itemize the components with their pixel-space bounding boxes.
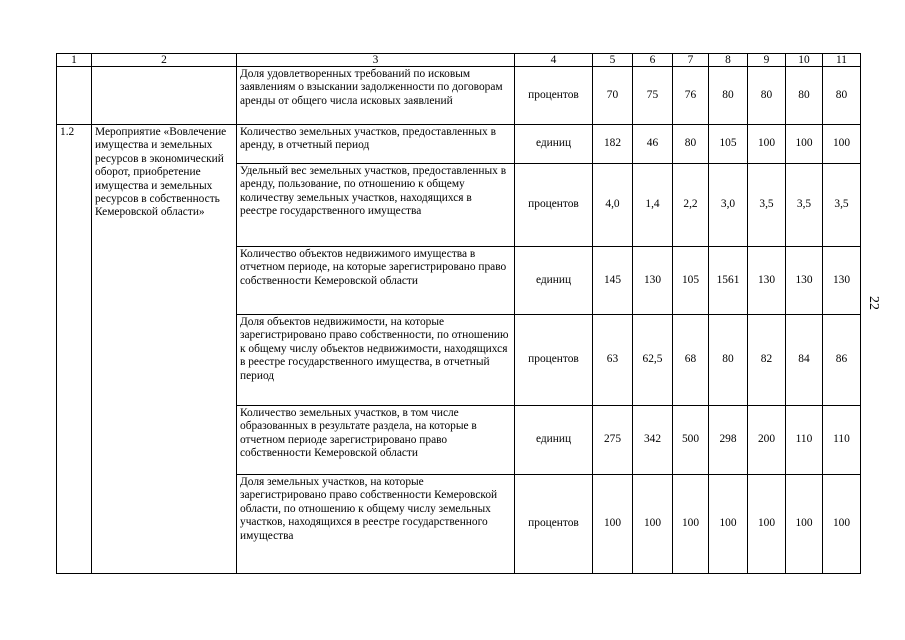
unit-cell: процентов <box>515 475 593 574</box>
value-cell: 76 <box>673 67 709 125</box>
table-row <box>57 67 861 125</box>
column-number: 5 <box>593 54 633 67</box>
value-cell: 105 <box>709 125 748 164</box>
indicator-cell: Количество земельных участков, в том числе образованных в результате раздела, на которые в отчетном периоде зарегистрировано право собственности Кемеровской области <box>237 406 515 475</box>
column-number-row <box>57 54 861 67</box>
value-cell: 100 <box>748 125 786 164</box>
value-cell: 110 <box>786 406 823 475</box>
value-cell: 110 <box>823 406 861 475</box>
value-cell: 100 <box>633 475 673 574</box>
column-number: 1 <box>57 54 92 67</box>
column-number: 7 <box>673 54 709 67</box>
value-cell: 130 <box>748 247 786 315</box>
value-cell: 80 <box>786 67 823 125</box>
value-cell: 46 <box>633 125 673 164</box>
column-number: 4 <box>515 54 593 67</box>
table-row <box>57 125 861 164</box>
indicator-cell: Доля объектов недвижимости, на которые зарегистрировано право собственности, по отношению к общему числу объектов недвижимости, находящихся в реестре государственного имущества, в отчетный период <box>237 315 515 406</box>
value-cell: 4,0 <box>593 164 633 247</box>
value-cell: 100 <box>748 475 786 574</box>
value-cell: 342 <box>633 406 673 475</box>
unit-cell: единиц <box>515 406 593 475</box>
column-number: 6 <box>633 54 673 67</box>
unit-cell: процентов <box>515 67 593 125</box>
value-cell: 275 <box>593 406 633 475</box>
value-cell: 80 <box>709 315 748 406</box>
value-cell: 130 <box>633 247 673 315</box>
column-number: 9 <box>748 54 786 67</box>
indicator-cell: Доля земельных участков, на которые зарегистрировано право собственности Кемеровской области, по отношению к общему числу земельных участков, находящихся в реестре государственного имущества <box>237 475 515 574</box>
activity-name: Мероприятие «Вовлечение имущества и земельных ресурсов в экономический оборот, приобретение имущества и земельных ресурсов в собственность Кемеровской области» <box>92 125 237 574</box>
unit-cell: процентов <box>515 315 593 406</box>
value-cell: 145 <box>593 247 633 315</box>
value-cell: 100 <box>786 475 823 574</box>
value-cell: 100 <box>593 475 633 574</box>
indicators-table <box>56 53 861 574</box>
value-cell: 84 <box>786 315 823 406</box>
column-number: 11 <box>823 54 861 67</box>
value-cell: 3,0 <box>709 164 748 247</box>
column-number: 3 <box>237 54 515 67</box>
value-cell: 130 <box>786 247 823 315</box>
value-cell: 100 <box>709 475 748 574</box>
value-cell: 86 <box>823 315 861 406</box>
value-cell: 200 <box>748 406 786 475</box>
indicator-cell: Количество земельных участков, предоставленных в аренду, в отчетный период <box>237 125 515 164</box>
value-cell: 82 <box>748 315 786 406</box>
value-cell: 80 <box>673 125 709 164</box>
value-cell: 100 <box>823 125 861 164</box>
value-cell: 1,4 <box>633 164 673 247</box>
unit-cell: единиц <box>515 247 593 315</box>
indicator-cell: Удельный вес земельных участков, предоставленных в аренду, пользование, по отношению к общему количеству земельных участков, находящихся в реестре государственного имущества <box>237 164 515 247</box>
value-cell: 80 <box>823 67 861 125</box>
value-cell: 130 <box>823 247 861 315</box>
value-cell: 298 <box>709 406 748 475</box>
empty-cell <box>92 67 237 125</box>
value-cell: 105 <box>673 247 709 315</box>
empty-cell <box>57 67 92 125</box>
value-cell: 500 <box>673 406 709 475</box>
value-cell: 75 <box>633 67 673 125</box>
value-cell: 2,2 <box>673 164 709 247</box>
activity-number: 1.2 <box>57 125 92 574</box>
indicator-cell: Количество объектов недвижимого имущества в отчетном периоде, на которые зарегистрировано право собственности Кемеровской области <box>237 247 515 315</box>
value-cell: 100 <box>823 475 861 574</box>
value-cell: 100 <box>673 475 709 574</box>
column-number: 10 <box>786 54 823 67</box>
value-cell: 182 <box>593 125 633 164</box>
column-number: 8 <box>709 54 748 67</box>
value-cell: 68 <box>673 315 709 406</box>
value-cell: 70 <box>593 67 633 125</box>
value-cell: 3,5 <box>786 164 823 247</box>
value-cell: 80 <box>709 67 748 125</box>
indicator-cell: Доля удовлетворенных требований по исковым заявлениям о взыскании задолженности по договорам аренды от общего числа исковых заявлений <box>237 67 515 125</box>
unit-cell: единиц <box>515 125 593 164</box>
value-cell: 1561 <box>709 247 748 315</box>
value-cell: 3,5 <box>748 164 786 247</box>
value-cell: 3,5 <box>823 164 861 247</box>
page-number: 22 <box>866 296 881 310</box>
value-cell: 100 <box>786 125 823 164</box>
value-cell: 63 <box>593 315 633 406</box>
value-cell: 80 <box>748 67 786 125</box>
value-cell: 62,5 <box>633 315 673 406</box>
unit-cell: процентов <box>515 164 593 247</box>
column-number: 2 <box>92 54 237 67</box>
